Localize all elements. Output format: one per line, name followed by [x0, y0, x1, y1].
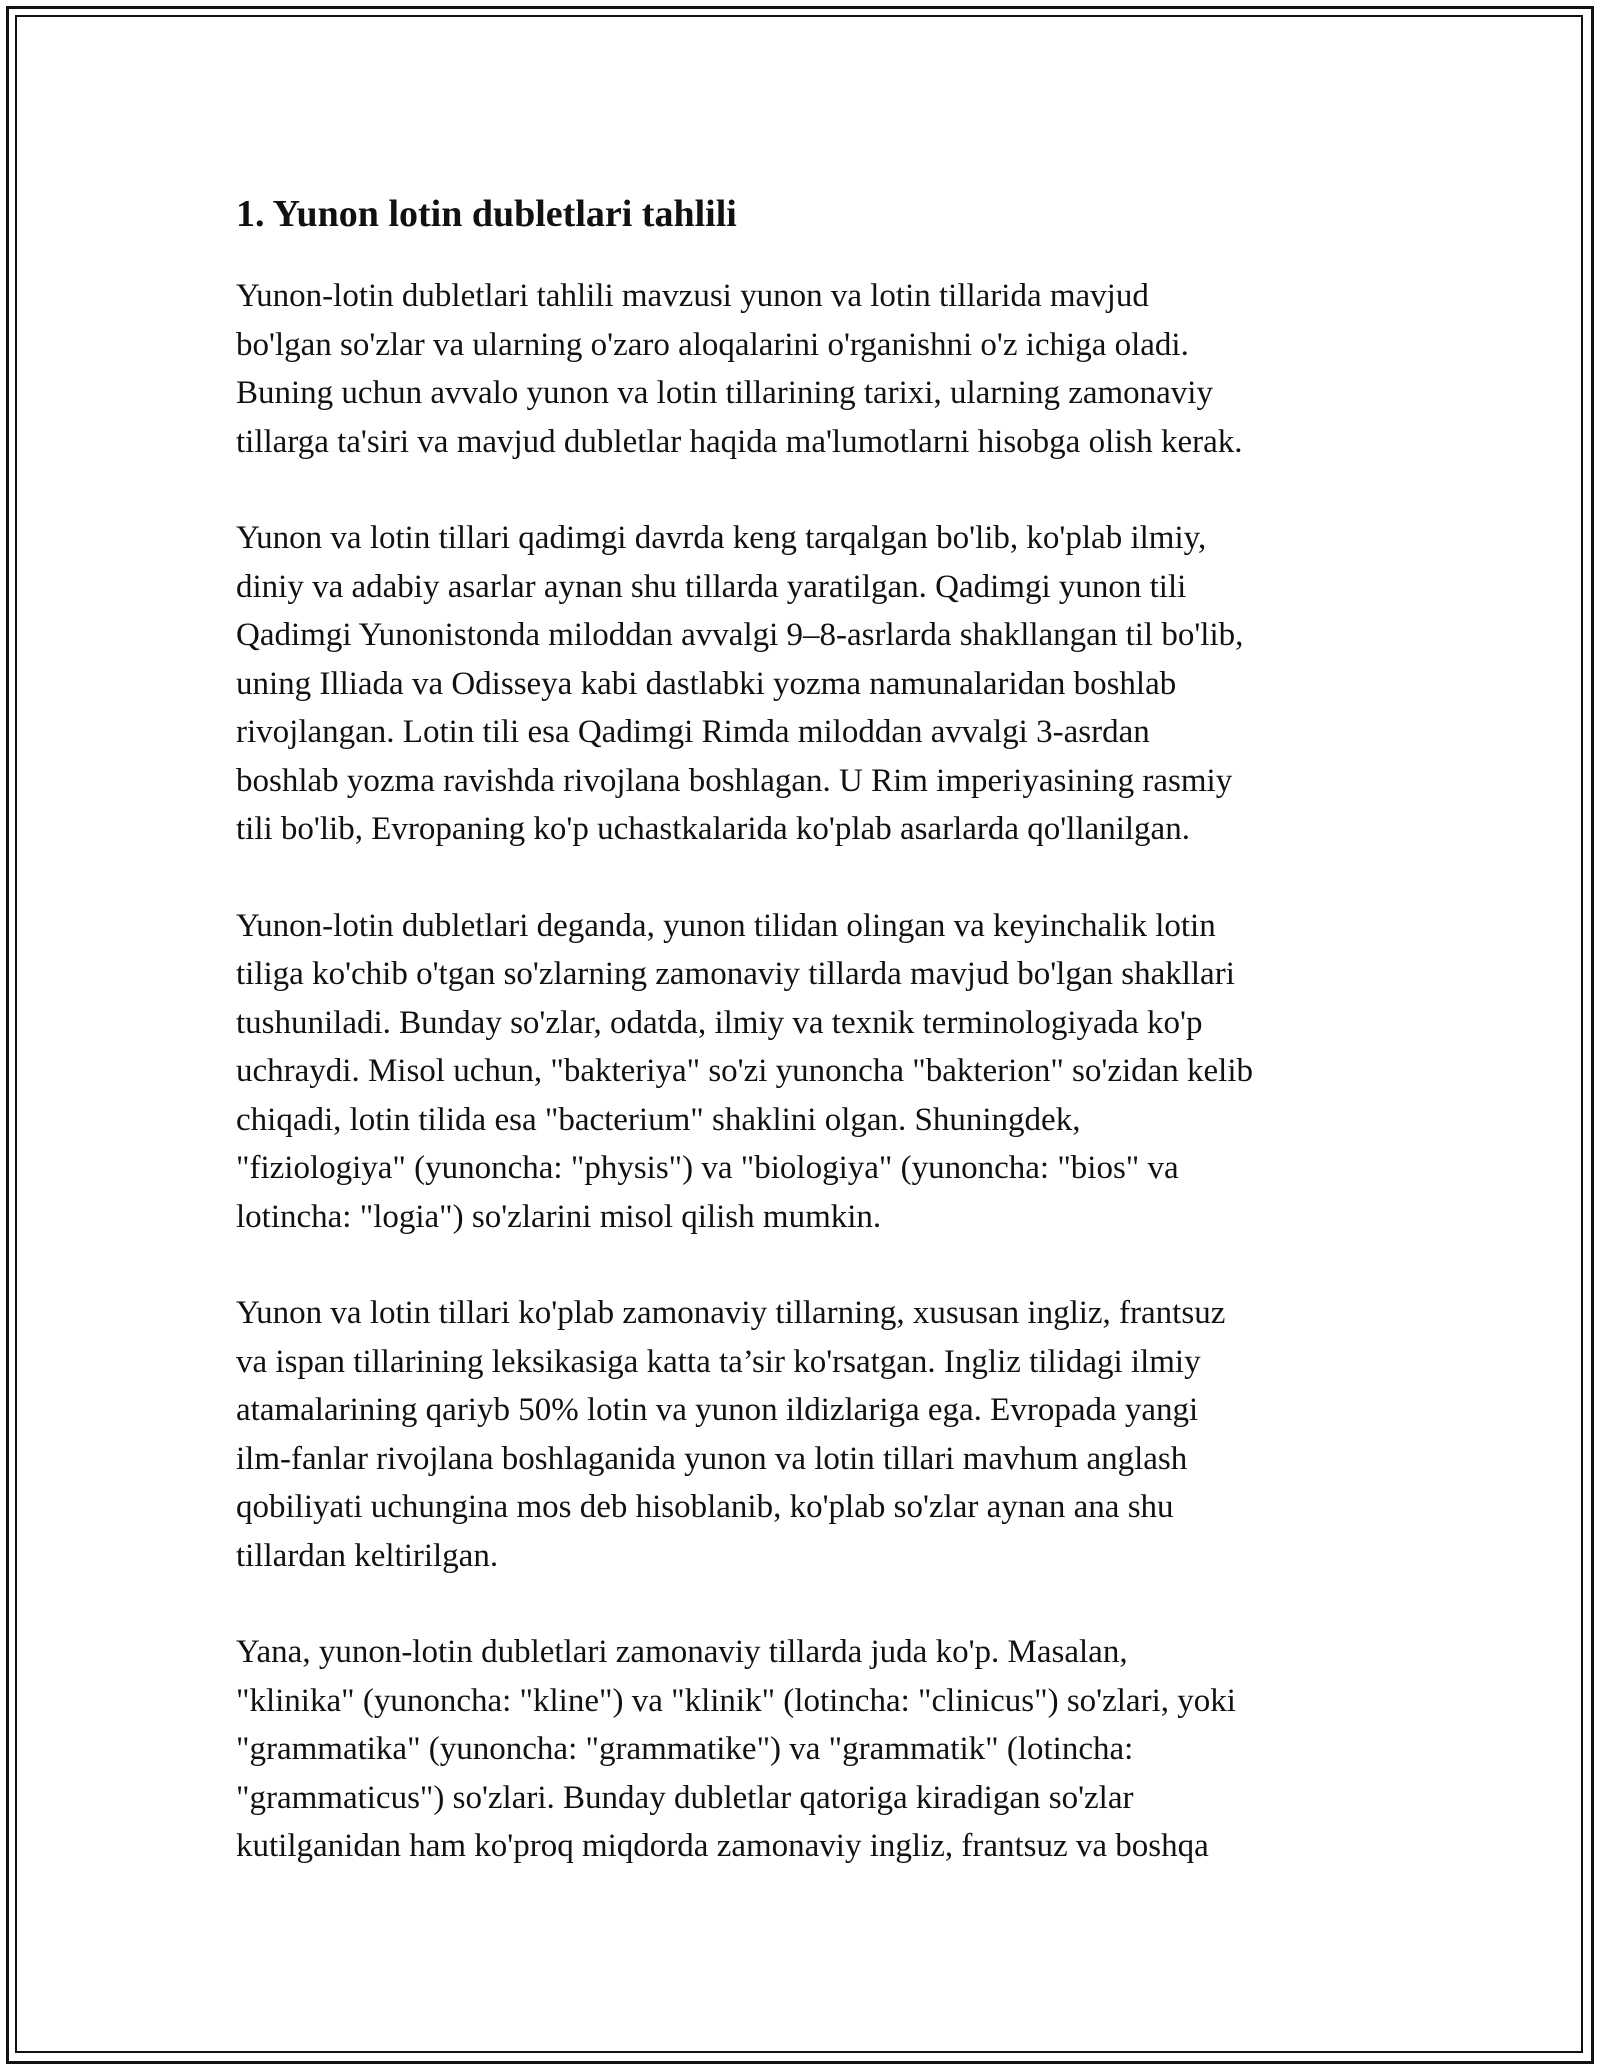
paragraph-line: chiqadi, lotin tilida esa "bacterium" shaklini olgan. Shuningdek,	[236, 1101, 1081, 1138]
paragraph-1	[236, 272, 1376, 466]
paragraph-5	[236, 1628, 1376, 1871]
paragraph-line: Yunon-lotin dubletlari deganda, yunon tilidan olingan va keyinchalik lotin	[236, 907, 1216, 944]
paragraph-line: "grammaticus") so'zlari. Bunday dubletlar qatoriga kiradigan so'zlar	[236, 1779, 1134, 1816]
paragraph-line: tili bo'lib, Evropaning ko'p uchastkalarida ko'plab asarlarda qo'llanilgan.	[236, 811, 1190, 847]
paragraph-line: lotincha: "logia") so'zlarini misol qilish mumkin.	[236, 1198, 882, 1235]
paragraph-line: tushuniladi. Bunday so'zlar, odatda, ilmiy va texnik terminologiyada ko'p	[236, 1004, 1203, 1041]
paragraph-line: boshlab yozma ravishda rivojlana boshlagan. U Rim imperiyasining rasmiy	[236, 762, 1233, 799]
paragraph-3	[236, 902, 1376, 1242]
paragraph-line: kutilganidan ham ko'proq miqdorda zamonaviy ingliz, frantsuz va boshqa	[236, 1828, 1209, 1864]
paragraph-line: "fiziologiya" (yunoncha: "physis") va "biologiya" (yunoncha: "bios" va	[236, 1150, 1179, 1186]
document-body	[236, 190, 1376, 1919]
paragraph-line: tillardan keltirilgan.	[236, 1537, 499, 1574]
paragraph-line: "klinika" (yunoncha: "kline") va "klinik" (lotincha: "clinicus") so'zlari, yoki	[236, 1682, 1236, 1719]
paragraph-line: Qadimgi Yunonistonda miloddan avvalgi 9–8-asrlarda shakllangan til bo'lib,	[236, 617, 1244, 653]
paragraph-line: qobiliyati uchungina mos deb hisoblanib, ko'plab so'zlar aynan ana shu	[236, 1489, 1174, 1525]
paragraph-line: rivojlangan. Lotin tili esa Qadimgi Rimda miloddan avvalgi 3-asrdan	[236, 714, 1150, 750]
paragraph-line: bo'lgan so'zlar va ularning o'zaro aloqalarini o'rganishni o'z ichiga oladi.	[236, 326, 1189, 363]
paragraph-line: uchraydi. Misol uchun, "bakteriya" so'zi yunoncha "bakterion" so'zidan kelib	[236, 1053, 1254, 1089]
paragraph-2	[236, 514, 1376, 854]
paragraph-line: tillarga ta'siri va mavjud dubletlar haqida ma'lumotlarni hisobga olish kerak.	[236, 423, 1243, 460]
paragraph-line: Buning uchun avvalo yunon va lotin tillarining tarixi, ularning zamonaviy	[236, 375, 1213, 411]
section-heading: 1. Yunon lotin dubletlari tahlili	[236, 193, 737, 235]
paragraph-line: Yunon va lotin tillari qadimgi davrda keng tarqalgan bo'lib, ko'plab ilmiy,	[236, 520, 1207, 556]
paragraph-line: va ispan tillarining leksikasiga katta ta’sir ko'rsatgan. Ingliz tilidagi ilmiy	[236, 1343, 1201, 1380]
paragraph-line: atamalarining qariyb 50% lotin va yunon ildizlariga ega. Evropada yangi	[236, 1392, 1199, 1428]
paragraph-line: "grammatika" (yunoncha: "grammatike") va "grammatik" (lotincha:	[236, 1731, 1134, 1767]
paragraph-line: diniy va adabiy asarlar aynan shu tillarda yaratilgan. Qadimgi yunon tili	[236, 568, 1187, 605]
paragraph-line: uning Illiada va Odisseya kabi dastlabki yozma namunalaridan boshlab	[236, 665, 1177, 702]
paragraph-line: Yunon va lotin tillari ko'plab zamonaviy tillarning, xususan ingliz, frantsuz	[236, 1295, 1226, 1331]
paragraph-line: Yunon-lotin dubletlari tahlili mavzusi yunon va lotin tillarida mavjud	[236, 278, 1149, 314]
paragraph-line: Yana, yunon-lotin dubletlari zamonaviy tillarda juda ko'p. Masalan,	[236, 1634, 1128, 1670]
paragraph-line: tiliga ko'chib o'tgan so'zlarning zamonaviy tillarda mavjud bo'lgan shakllari	[236, 956, 1235, 992]
paragraph-4	[236, 1289, 1376, 1580]
paragraph-line: ilm-fanlar rivojlana boshlaganida yunon va lotin tillari mavhum anglash	[236, 1440, 1188, 1477]
